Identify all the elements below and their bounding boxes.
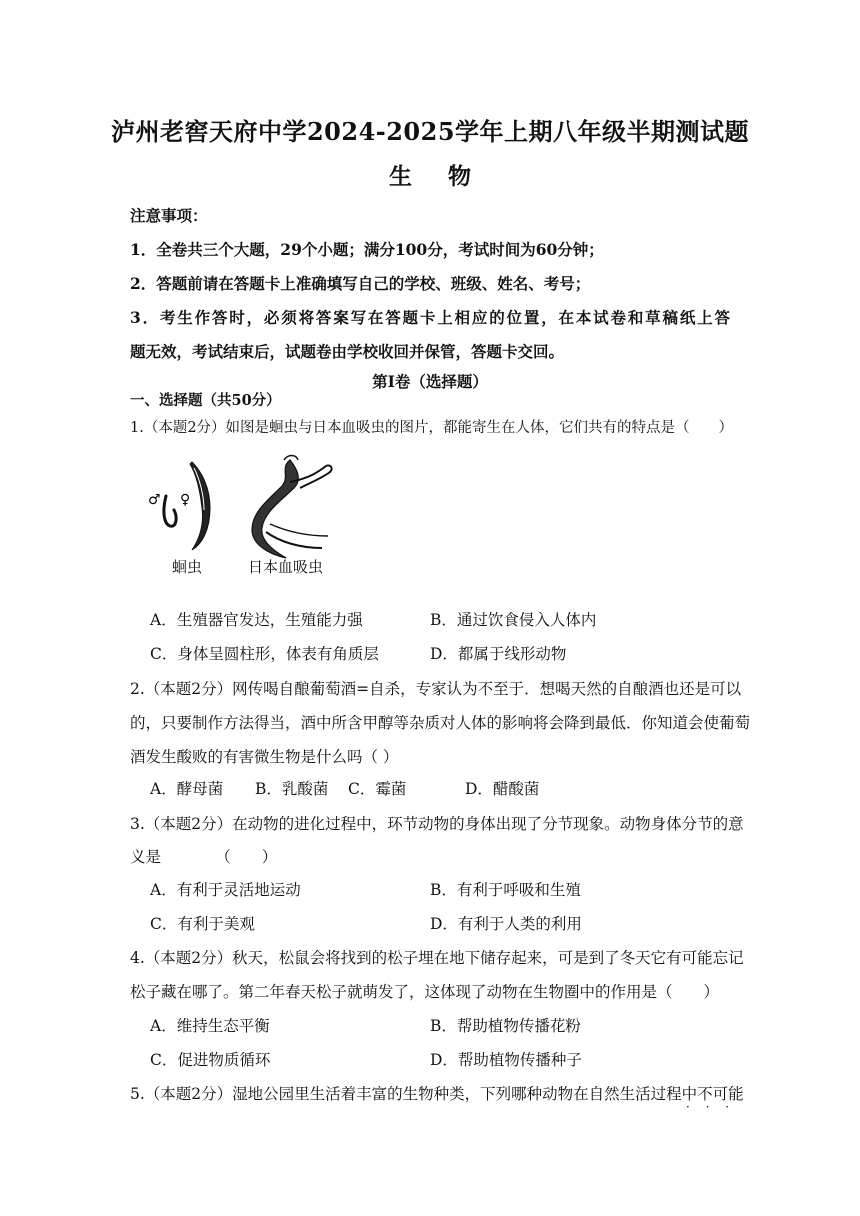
female-symbol: ♀: [180, 492, 191, 508]
emphasis-dots: · · ·: [686, 1100, 736, 1114]
question-4-stem: 4.（本题2分）秋天，松鼠会将找到的松子埋在地下储存起来，可是到了冬天它有可能忘记: [130, 949, 744, 967]
notice-item: 1．全卷共三个大题，29个小题；满分100分，考试时间为60分钟；: [130, 240, 604, 259]
question-3-option-c[interactable]: C．有利于美观: [150, 915, 255, 933]
question-3-option-b[interactable]: B．有利于呼吸和生殖: [430, 881, 581, 899]
question-1-option-a[interactable]: A．生殖器官发达，生殖能力强: [150, 611, 363, 629]
notice-item: 3．考生作答时，必须将答案写在答题卡上相应的位置，在本试卷和草稿纸上答: [130, 308, 730, 327]
question-2-option-d[interactable]: D．醋酸菌: [465, 780, 540, 798]
question-2-option-a[interactable]: A．酵母菌: [150, 780, 224, 798]
question-5-stem: 5.（本题2分）湿地公园里生活着丰富的生物种类，下列哪种动物在自然生活过程中不可能: [130, 1085, 744, 1103]
question-1-option-b[interactable]: B．通过饮食侵入人体内: [430, 611, 597, 629]
question-4-option-d[interactable]: D．帮助植物传播种子: [430, 1051, 582, 1069]
roundworm-small-shape: [164, 496, 176, 526]
question-1-option-c[interactable]: C．身体呈圆柱形，体表有角质层: [150, 645, 379, 663]
roundworm-caption: 蛔虫: [172, 558, 203, 576]
question-1-option-d[interactable]: D．都属于线形动物: [430, 645, 567, 663]
schistosome-tail: [266, 532, 322, 548]
question-2-stem: 2.（本题2分）网传喝自酿葡萄酒=自杀，专家认为不至于．想喝天然的自酿酒也还是可以: [130, 680, 742, 698]
roundworm-large-shape: [190, 462, 210, 550]
question-2-option-b[interactable]: B．乳酸菌: [255, 780, 329, 798]
question-3-stem: 义是 （ ）: [130, 848, 278, 866]
schistosome-caption: 日本血吸虫: [248, 558, 324, 576]
part-title: 第Ⅰ卷（选择题）: [372, 372, 488, 391]
section-heading: 一、选择题（共50分）: [130, 392, 281, 409]
question-4-option-a[interactable]: A．维持生态平衡: [150, 1017, 270, 1035]
question-2-option-c[interactable]: C．霉菌: [348, 780, 407, 798]
schistosome-partner: [270, 524, 328, 536]
question-4-option-c[interactable]: C．促进物质循环: [150, 1051, 271, 1069]
male-symbol: ♂: [148, 492, 161, 508]
question-2-stem: 的，只要制作方法得当，酒中所含甲醇等杂质对人体的影响将会降到最低．你知道会使葡萄: [130, 714, 751, 732]
question-4-stem: 松子藏在哪了。第二年春天松子就萌发了，这体现了动物在生物圈中的作用是（ ）: [130, 983, 720, 1001]
notice-item: 题无效，考试结束后，试题卷由学校收回并保管，答题卡交回。: [130, 342, 565, 361]
question-1-stem: 1.（本题2分）如图是蛔虫与日本血吸虫的图片，都能寄生在人体，它们共有的特点是（ ）: [130, 420, 734, 436]
question-2-stem: 酒发生酸败的有害微生物是什么吗（ ）: [130, 748, 399, 766]
question-3-option-a[interactable]: A．有利于灵活地运动: [150, 881, 301, 899]
question-3-stem: 3.（本题2分）在动物的进化过程中，环节动物的身体出现了分节现象。动物身体分节的意: [130, 815, 744, 833]
question-3-option-d[interactable]: D．有利于人类的利用: [430, 915, 582, 933]
exam-subject: 生 物: [388, 163, 485, 190]
schistosome-sucker: [284, 456, 298, 461]
worm-figure: [140, 452, 350, 584]
question-4-option-b[interactable]: B．帮助植物传播花粉: [430, 1017, 581, 1035]
exam-title: 泸州老窖天府中学2024-2025学年上期八年级半期测试题: [110, 117, 750, 146]
notice-heading: 注意事项：: [130, 206, 208, 225]
roundworm-and-schistosome-illustration: [140, 452, 350, 562]
notice-item: 2．答题前请在答题卡上准确填写自己的学校、班级、姓名、考号；: [130, 274, 591, 293]
